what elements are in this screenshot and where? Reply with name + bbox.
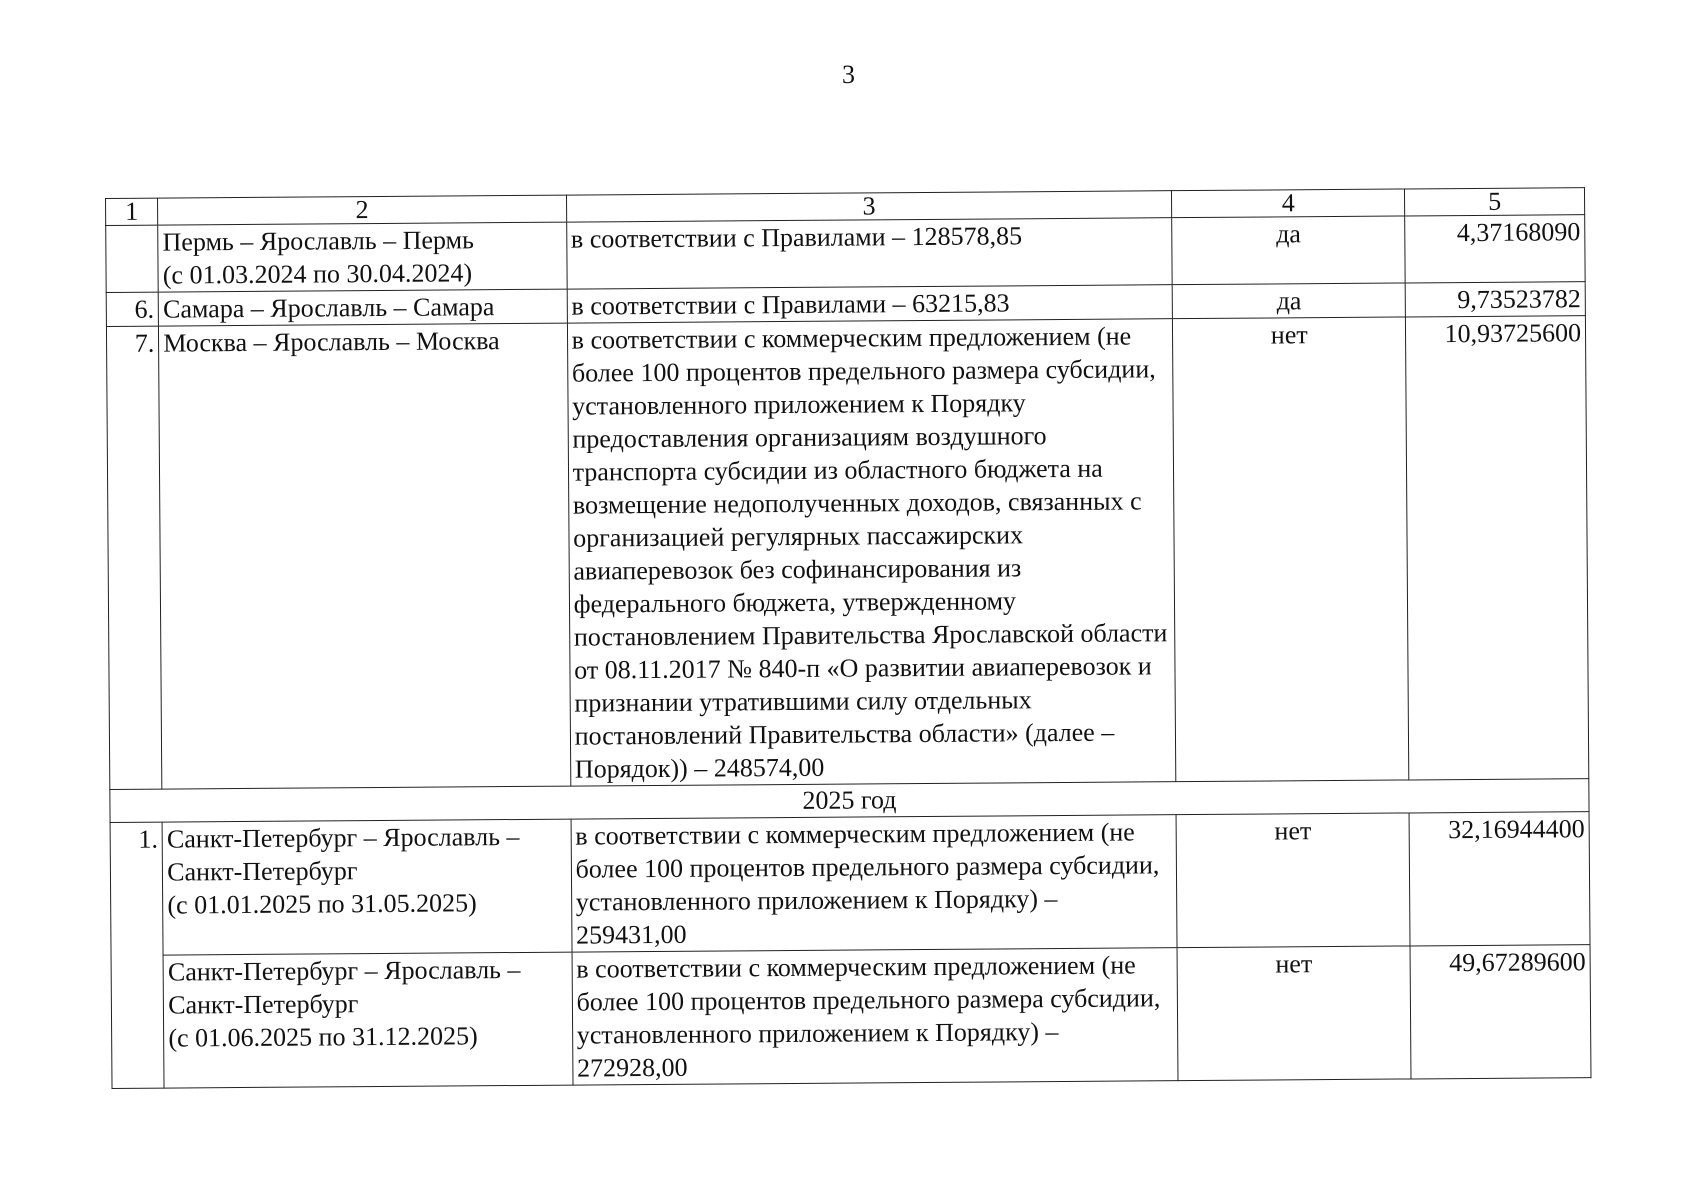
row-number: [106, 225, 159, 292]
route-cell: [158, 222, 567, 292]
route-name: Москва – Ярославль – Москва: [163, 326, 500, 358]
value-cell: 10,93725600: [1406, 316, 1589, 780]
route-cell: [163, 952, 572, 1088]
value-cell: 9,73523782: [1405, 282, 1585, 317]
route-name: Пермь – Ярославль – Пермь: [162, 225, 474, 257]
route-period: (с 01.03.2024 по 30.04.2024): [162, 258, 473, 290]
route-name: Самара – Ярославль – Самара: [162, 292, 495, 324]
header-col-1: 1: [106, 198, 158, 225]
table-row: [111, 945, 1591, 1089]
header-col-4: 4: [1172, 189, 1405, 218]
route-cell: [159, 323, 571, 789]
basis-cell: в соответствии с Правилами – 63215,83: [567, 285, 1173, 323]
route-cell: [162, 819, 571, 955]
header-col-2: 2: [158, 195, 567, 225]
route-name: Санкт-Петербург – Ярославль – Санкт-Петербург: [166, 821, 520, 887]
header-col-3: 3: [566, 191, 1172, 222]
value-cell: 32,16944400: [1409, 812, 1590, 946]
table-row: [106, 316, 1588, 790]
value-cell: 49,67289600: [1410, 945, 1591, 1079]
table-row: [110, 812, 1590, 956]
value-cell: 4,37168090: [1405, 215, 1585, 283]
subsidy-table: [105, 187, 1591, 1089]
basis-cell: в соответствии с коммерческим предложением (не более 100 процентов предельного размера субсидии, установленного приложением к Порядку) – 259431,00: [571, 815, 1177, 952]
route-period: (с 01.06.2025 по 31.12.2025): [168, 1021, 478, 1053]
row-number: 6.: [106, 292, 159, 326]
flag-cell: да: [1172, 283, 1405, 319]
table-row: [106, 215, 1585, 293]
basis-cell: в соответствии с Правилами – 128578,85: [566, 218, 1172, 289]
basis-cell: в соответствии с коммерческим предложением (не более 100 процентов предельного размера субсидии, установленного приложением к Порядку предоставления организациям воздушного транспорта субсидии из областного бюджета на возмещение недополученных доходов, связанных с организацией регулярных пассажирских авиаперевозок без софинансирования из федерального бюджета, утвержденному постановлением Правительства Ярославской области от 08.11.2017 № 840-п «О развитии авиаперевозок и признании утратившими силу отдельных постановлений Правительства области» (далее – Порядок)) – 248574,00: [567, 319, 1176, 786]
flag-cell: нет: [1177, 946, 1411, 1081]
flag-cell: нет: [1173, 317, 1409, 782]
row-number: 1.: [110, 822, 164, 1088]
row-number: 7.: [106, 326, 162, 789]
route-name: Санкт-Петербург – Ярославль – Санкт-Петербург: [167, 954, 521, 1020]
basis-cell: в соответствии с коммерческим предложением (не более 100 процентов предельного размера субсидии, установленного приложением к Порядку) – 272928,00: [572, 948, 1178, 1085]
year-label: 2025 год: [110, 779, 1589, 823]
route-cell: [158, 289, 567, 326]
route-period: (с 01.01.2025 по 31.05.2025): [167, 888, 477, 920]
page-number: 3: [842, 60, 855, 89]
flag-cell: нет: [1176, 813, 1410, 948]
flag-cell: да: [1172, 216, 1406, 285]
header-col-5: 5: [1405, 188, 1585, 216]
